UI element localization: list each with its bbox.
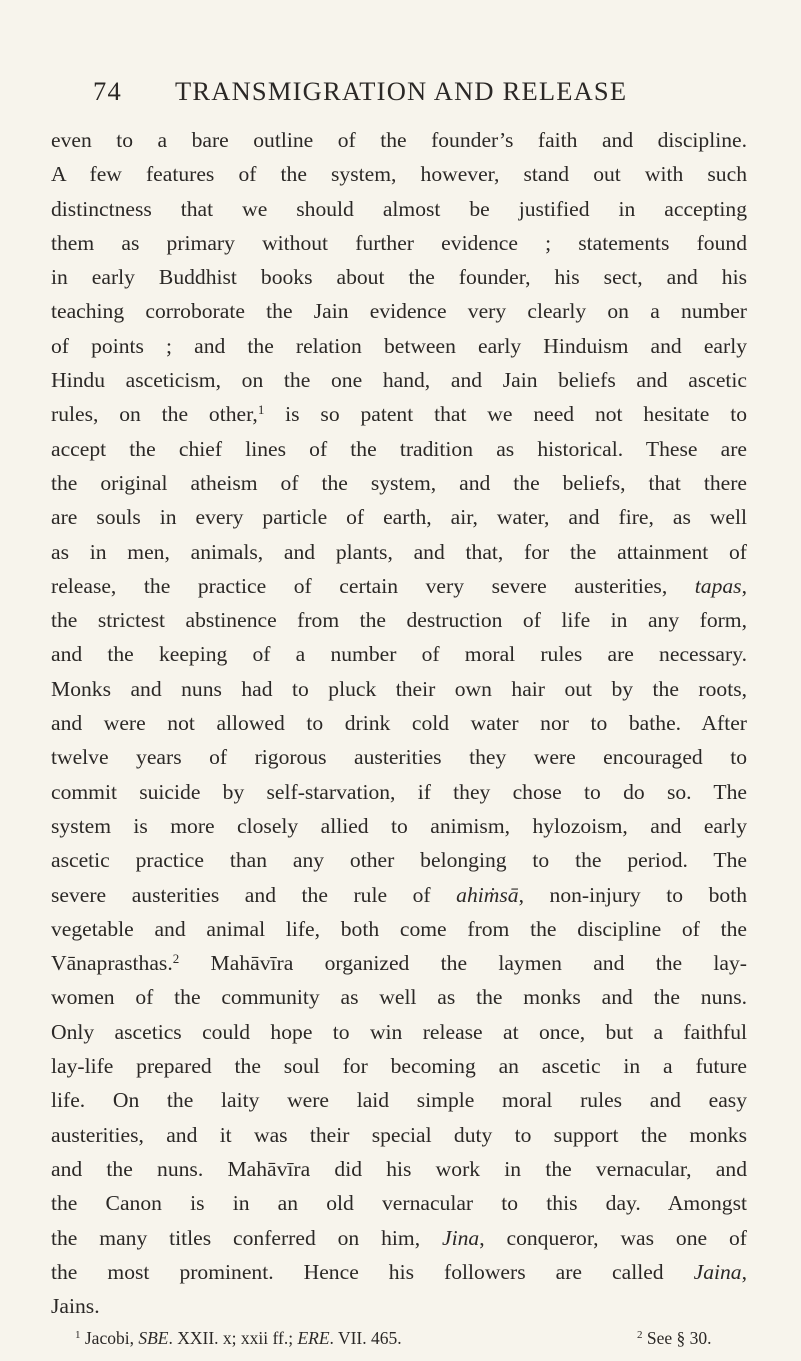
footnote-text: See § 30. xyxy=(642,1328,712,1349)
text-line: in early Buddhist books about the founder, his sect, and his xyxy=(51,265,747,290)
footnote-text: . XXII. x; xxii ff.; xyxy=(168,1328,298,1349)
text-line xyxy=(51,878,747,912)
italic-term: Jaina xyxy=(693,1259,742,1284)
text-segment: the many titles conferred on him, xyxy=(51,1225,443,1250)
footnote-abbrev: SBE xyxy=(138,1328,169,1349)
text-line: A few features of the system, however, stand out with such xyxy=(51,162,747,187)
text-line: the original atheism of the system, and the beliefs, that there xyxy=(51,470,747,495)
footnotes xyxy=(51,1323,747,1353)
text-segment: , xyxy=(741,1259,747,1284)
text-line: austerities, and it was their special duty to support the monks xyxy=(51,1122,747,1147)
text-line: lay-life prepared the soul for becoming an ascetic in a future xyxy=(51,1054,747,1079)
text-line: them as primary without further evidence ; statements found xyxy=(51,230,747,255)
text-line: distinctness that we should almost be justified in accepting xyxy=(51,196,747,221)
text-segment: Mahāvīra organized the laymen and the lay- xyxy=(179,951,747,976)
text-line: of points ; and the relation between early Hinduism and early xyxy=(51,333,747,358)
text-line: as in men, animals, and plants, and that, for the attainment of xyxy=(51,539,747,564)
text-line: twelve years of rigorous austerities they were encouraged to xyxy=(51,745,747,770)
text-line xyxy=(51,1255,747,1289)
italic-term: ahiṁsā xyxy=(456,882,519,907)
footnote-ref-1: 1 xyxy=(257,402,265,418)
text-line: the strictest abstinence from the destruction of life in any form, xyxy=(51,608,747,633)
text-line: commit suicide by self-starvation, if they chose to do so. The xyxy=(51,779,747,804)
text-segment: Vānaprasthas. xyxy=(51,951,173,976)
text-line: women of the community as well as the monks and the nuns. xyxy=(51,985,747,1010)
text-line xyxy=(51,569,747,603)
footnote-mark-2: 2 xyxy=(637,1329,643,1342)
text-line: the Canon is in an old vernacular to this day. Amongst xyxy=(51,1191,747,1216)
page-number: 74 xyxy=(93,76,122,106)
text-segment: , non-injury to both xyxy=(518,882,747,907)
text-segment: rules, on the other, xyxy=(51,402,258,427)
text-line: Monks and nuns had to pluck their own hair out by the roots, xyxy=(51,676,747,701)
text-line: teaching corroborate the Jain evidence very clearly on a number xyxy=(51,299,747,324)
text-line: and the nuns. Mahāvīra did his work in the vernacular, and xyxy=(51,1156,747,1181)
text-segment: release, the practice of certain very severe austerities, xyxy=(51,573,695,598)
text-line: Hindu asceticism, on the one hand, and Jain beliefs and ascetic xyxy=(51,368,747,393)
text-line: system is more closely allied to animism, hylozoism, and early xyxy=(51,813,747,838)
footnote-1 xyxy=(75,1328,402,1348)
body-text xyxy=(51,123,747,1353)
text-line: are souls in every particle of earth, air, water, and fire, as well xyxy=(51,505,747,530)
text-segment: , xyxy=(741,573,747,598)
footnote-mark-1: 1 xyxy=(75,1329,81,1342)
text-line xyxy=(51,946,747,980)
text-line xyxy=(51,397,747,431)
text-line xyxy=(51,1221,747,1255)
text-line: life. On the laity were laid simple moral rules and easy xyxy=(51,1088,747,1113)
text-line: accept the chief lines of the tradition as historical. These are xyxy=(51,436,747,461)
text-line: and were not allowed to drink cold water nor to bathe. After xyxy=(51,711,747,736)
footnote-abbrev: ERE xyxy=(297,1328,330,1349)
running-title: TRANSMIGRATION AND RELEASE xyxy=(175,76,628,106)
text-segment: , conqueror, was one of xyxy=(479,1225,747,1250)
italic-term: tapas xyxy=(694,573,742,598)
running-header xyxy=(93,76,693,116)
italic-term: Jina xyxy=(442,1225,480,1250)
text-line: vegetable and animal life, both come from the discipline of the xyxy=(51,916,747,941)
text-line: Jains. xyxy=(51,1294,100,1319)
text-segment: severe austerities and the rule of xyxy=(51,882,457,907)
text-line: even to a bare outline of the founder’s faith and discipline. xyxy=(51,128,747,152)
text-segment: the most prominent. Hence his followers are called xyxy=(51,1259,694,1284)
text-segment: is so patent that we need not hesitate to xyxy=(264,402,747,427)
footnote-ref-2: 2 xyxy=(172,951,180,967)
text-line: Only ascetics could hope to win release at once, but a faithful xyxy=(51,1019,747,1044)
text-line: and the keeping of a number of moral rules are necessary. xyxy=(51,642,747,667)
footnote-text: . VII. 465. xyxy=(329,1328,402,1349)
footnote-2 xyxy=(637,1323,712,1353)
footnote-text: Jacobi, xyxy=(80,1328,139,1349)
text-line: ascetic practice than any other belonging to the period. The xyxy=(51,848,747,873)
